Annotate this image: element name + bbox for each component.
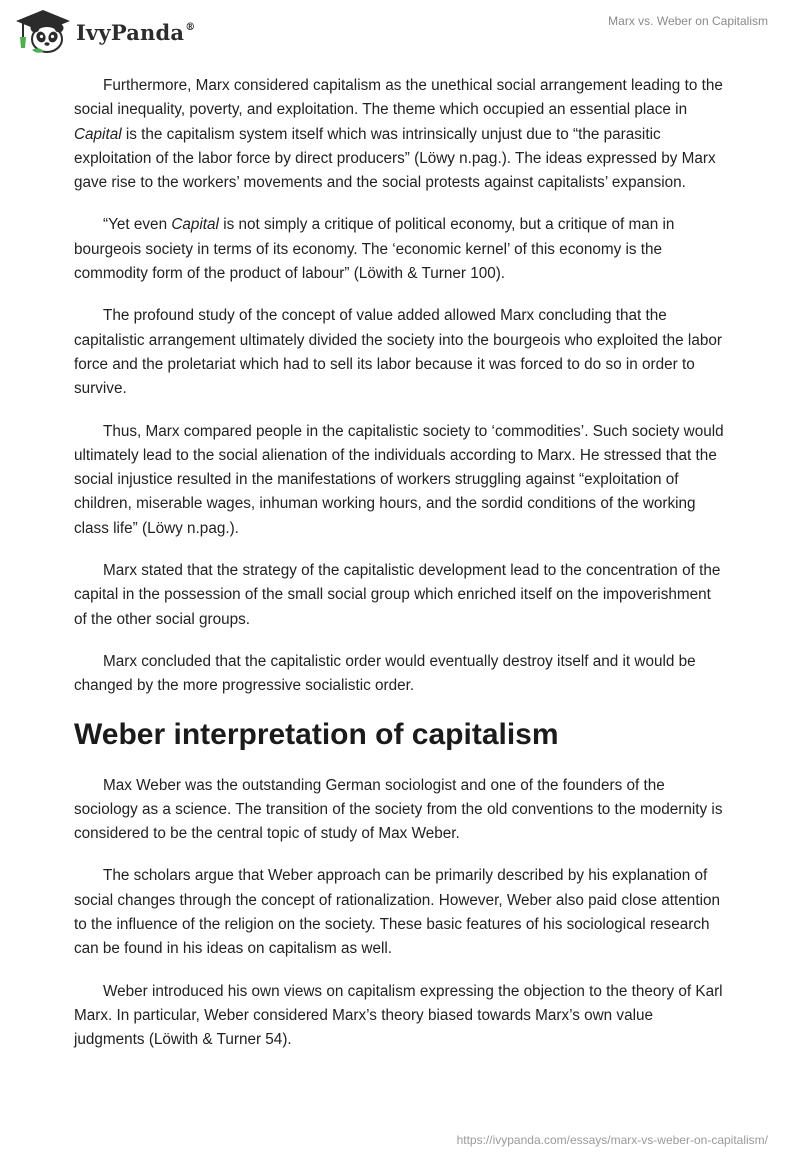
paragraph: The profound study of the concept of value added allowed Marx concluding that the capitalistic arrangement ultimately divided the society into the bourgeois who exploited the labor force and the proletariat which had to sell its labor because it was forced to do so in order to survive. xyxy=(74,307,722,398)
book-title: Capital xyxy=(74,125,122,143)
paragraph: The scholars argue that Weber approach can be primarily described by his explanation of social changes through the concept of rationalization. However, Weber also paid close attention to the influence of the religion on the society. These basic features of his sociological research can be found in his ideas on capitalism as well. xyxy=(74,867,720,958)
panda-graduate-icon xyxy=(14,8,72,56)
essay-body xyxy=(74,74,724,1071)
logo-text: IvyPanda xyxy=(76,19,185,45)
paragraph: Thus, Marx compared people in the capitalistic society to ‘commodities’. Such society would ultimately lead to the social alienation of the individuals according to Marx. He stressed that the social injustice resulted in the manifestations of workers struggling against “exploitation of children, miserable wages, inhuman working hours, and the sordid conditions of the working class life” (Löwy n.pag.). xyxy=(74,422,724,537)
paragraph-text: Furthermore, Marx considered capitalism as the unethical social arrangement leading to the social inequality, poverty, and exploitation. The theme which occupied an essential place in xyxy=(74,77,723,119)
source-url[interactable]: https://ivypanda.com/essays/marx-vs-weber-on-capitalism/ xyxy=(456,1133,768,1147)
ivypanda-logo[interactable] xyxy=(14,8,195,56)
book-title: Capital xyxy=(171,216,219,234)
paragraph: Weber introduced his own views on capitalism expressing the objection to the theory of Karl Marx. In particular, Weber considered Marx’s theory biased towards Marx’s own value judgments (Löwith & Turner 54). xyxy=(74,982,723,1049)
document-title: Marx vs. Weber on Capitalism xyxy=(608,14,768,28)
section-heading: Weber interpretation of capitalism xyxy=(74,717,559,751)
paragraph-text: is not simply a critique of political economy, but a critique of man in bourgeois society in terms of its economy. The ‘economic kernel’ of this economy is the commodity form of the product of labour” (Löwith & Turner 100). xyxy=(74,216,675,283)
paragraph: Marx concluded that the capitalistic order would eventually destroy itself and it would be changed by the more progressive socialistic order. xyxy=(74,652,696,695)
paragraph: Max Weber was the outstanding German sociologist and one of the founders of the sociology as a science. The transition of the society from the old conventions to the modernity is considered to be the central topic of study of Max Weber. xyxy=(74,776,723,843)
paragraph xyxy=(74,74,724,195)
logo-wordmark xyxy=(76,20,195,45)
quote-paragraph xyxy=(74,213,724,286)
paragraph-text: “Yet even xyxy=(103,216,172,234)
paragraph: Marx stated that the strategy of the capitalistic development lead to the concentration of the capital in the possession of the small social group which enriched itself on the impoverishment of the other social groups. xyxy=(74,562,721,628)
registered-mark: ® xyxy=(185,21,196,33)
page-header xyxy=(0,0,800,70)
paragraph-text: is the capitalism system itself which was intrinsically unjust due to “the parasitic exploitation of the labor force by direct producers” (Löwy n.pag.). The ideas expressed by Marx gave rise to the workers’ movements and the social protests against capitalists’ expansion. xyxy=(74,125,716,192)
